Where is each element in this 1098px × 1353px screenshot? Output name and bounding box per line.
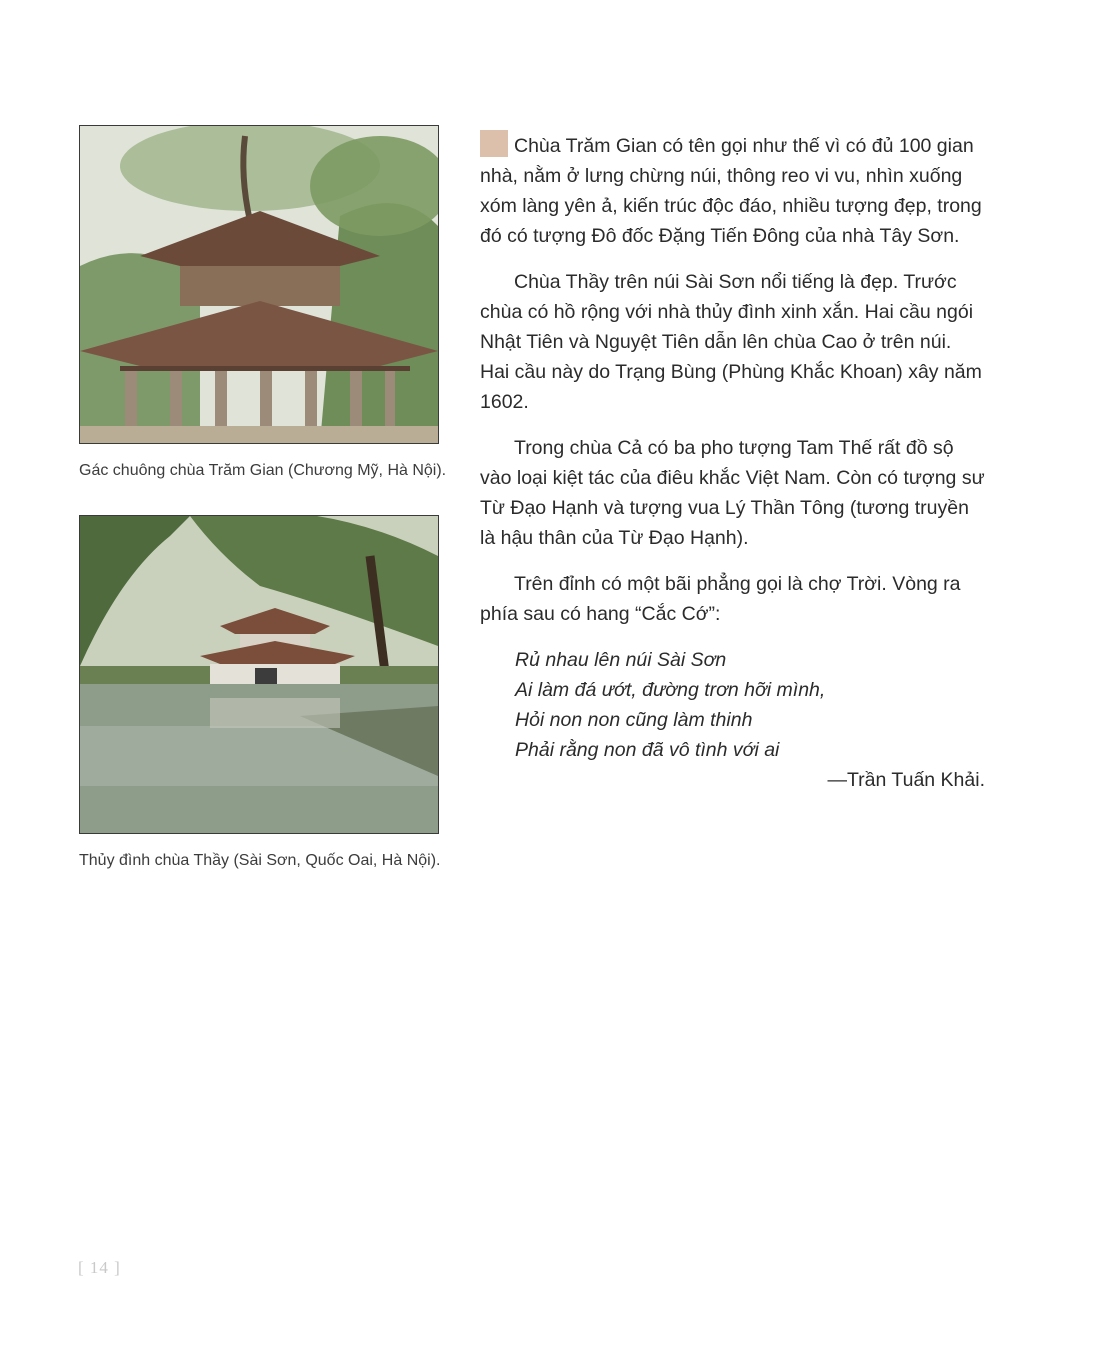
water-pavilion-caption: Thủy đình chùa Thầy (Sài Sơn, Quốc Oai, Hà Nội). <box>79 852 441 869</box>
paragraph-marker <box>480 130 508 157</box>
poem-line: Rủ nhau lên núi Sài Sơn <box>515 649 727 671</box>
paragraph-4: Trên đỉnh có một bãi phẳng gọi là chợ Trời. Vòng ra phía sau có hang “Cắc Cớ”: <box>480 573 961 625</box>
bell-tower-caption: Gác chuông chùa Trăm Gian (Chương Mỹ, Hà Nội). <box>79 462 447 479</box>
paragraph-1: Chùa Trăm Gian có tên gọi như thế vì có đủ 100 gian nhà, nằm ở lưng chừng núi, thông reo vi vu, nhìn xuống xóm làng yên ả, kiến trúc độc đáo, nhiều tượng đẹp, trong đó có tượng Đô đốc Đặng Tiến Đông của nhà Tây Sơn. <box>480 130 985 251</box>
article-body <box>480 130 985 795</box>
bell-tower-photo <box>79 125 439 444</box>
page-number: [ 14 ] <box>78 1258 121 1277</box>
poem-line: Phải rằng non đã vô tình với ai <box>515 739 780 761</box>
poem-line: Hỏi non non cũng làm thinh <box>515 709 753 731</box>
water-pavilion-photo <box>79 515 439 834</box>
poem-line: Ai làm đá ướt, đường trơn hỡi mình, <box>515 679 826 701</box>
paragraph-2: Chùa Thầy trên núi Sài Sơn nổi tiếng là đẹp. Trước chùa có hồ rộng với nhà thủy đình xinh xắn. Hai cầu ngói Nhật Tiên và Nguyệt Tiên dẫn lên chùa Cao ở trên núi. Hai cầu này do Trạng Bùng (Phùng Khắc Khoan) xây năm 1602. <box>480 271 982 413</box>
poem <box>515 645 985 765</box>
poem-attribution: —Trần Tuấn Khải. <box>827 769 985 791</box>
paragraph-3: Trong chùa Cả có ba pho tượng Tam Thế rất đồ sộ vào loại kiệt tác của điêu khắc Việt Nam. Còn có tượng sư Từ Đạo Hạnh và tượng vua Lý Thần Tông (tương truyền là hậu thân của Từ Đạo Hạnh). <box>480 437 985 549</box>
